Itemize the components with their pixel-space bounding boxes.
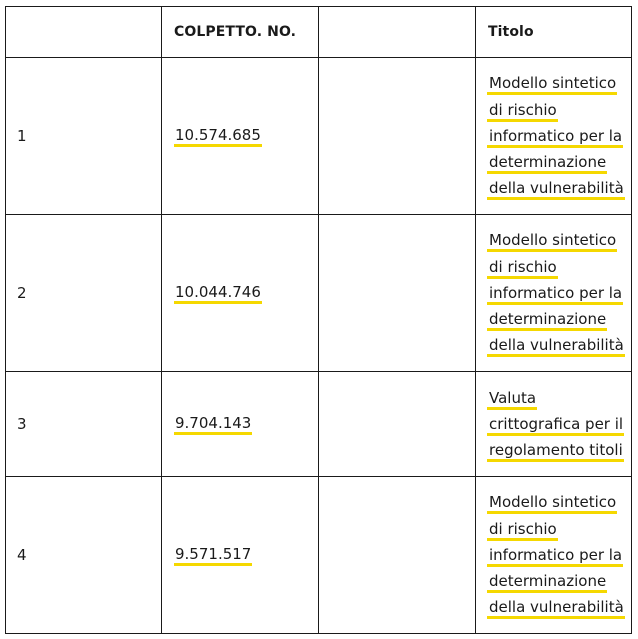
row-index-cell: [6, 372, 162, 477]
row-index: 3: [17, 415, 27, 433]
title-line: della vulnerabilità: [487, 336, 625, 357]
patent-number-link[interactable]: 9.571.517: [174, 546, 252, 566]
title-line: determinazione: [487, 310, 607, 331]
header-title-label: Titolo: [488, 24, 534, 40]
patent-no-cell: [162, 58, 319, 215]
patent-no-cell: [162, 372, 319, 477]
table-row: [6, 477, 632, 634]
empty-cell: [319, 58, 476, 215]
title-line: della vulnerabilità: [487, 179, 625, 200]
row-index-cell: [6, 58, 162, 215]
patent-number-link[interactable]: 9.704.143: [174, 415, 252, 435]
title-line: della vulnerabilità: [487, 598, 625, 619]
header-cell-patent-no: [162, 7, 319, 58]
patent-no-cell: [162, 215, 319, 372]
title-text: [476, 489, 631, 620]
title-line: determinazione: [487, 572, 607, 593]
title-line: Valuta: [487, 389, 537, 410]
table-row: [6, 215, 632, 372]
title-text: [476, 227, 631, 358]
title-line: crittografica per il: [487, 415, 624, 436]
title-line: regolamento titoli: [487, 441, 624, 462]
table-row: [6, 58, 632, 215]
row-index-cell: [6, 215, 162, 372]
patent-no-cell: [162, 477, 319, 634]
patent-number-link[interactable]: 10.044.746: [174, 284, 262, 304]
title-line: di rischio: [487, 101, 558, 122]
title-cell: [476, 215, 632, 372]
title-line: di rischio: [487, 258, 558, 279]
title-text: [476, 70, 631, 201]
header-cell-index: [6, 7, 162, 58]
table-header-row: [6, 7, 632, 58]
title-line: informatico per la: [487, 546, 623, 567]
row-index-cell: [6, 477, 162, 634]
title-cell: [476, 477, 632, 634]
title-text: [476, 385, 631, 464]
empty-cell: [319, 372, 476, 477]
title-line: determinazione: [487, 153, 607, 174]
title-line: di rischio: [487, 520, 558, 541]
title-line: Modello sintetico: [487, 74, 617, 95]
header-patent-no-label: COLPETTO. NO.: [174, 24, 297, 40]
title-line: Modello sintetico: [487, 493, 617, 514]
title-cell: [476, 372, 632, 477]
patent-number-link[interactable]: 10.574.685: [174, 127, 262, 147]
title-line: informatico per la: [487, 284, 623, 305]
row-index: 4: [17, 546, 27, 564]
table-row: [6, 372, 632, 477]
patent-table: [5, 6, 632, 634]
row-index: 1: [17, 127, 27, 145]
empty-cell: [319, 215, 476, 372]
header-cell-title: [476, 7, 632, 58]
header-cell-empty: [319, 7, 476, 58]
title-cell: [476, 58, 632, 215]
row-index: 2: [17, 284, 27, 302]
empty-cell: [319, 477, 476, 634]
title-line: informatico per la: [487, 127, 623, 148]
title-line: Modello sintetico: [487, 231, 617, 252]
